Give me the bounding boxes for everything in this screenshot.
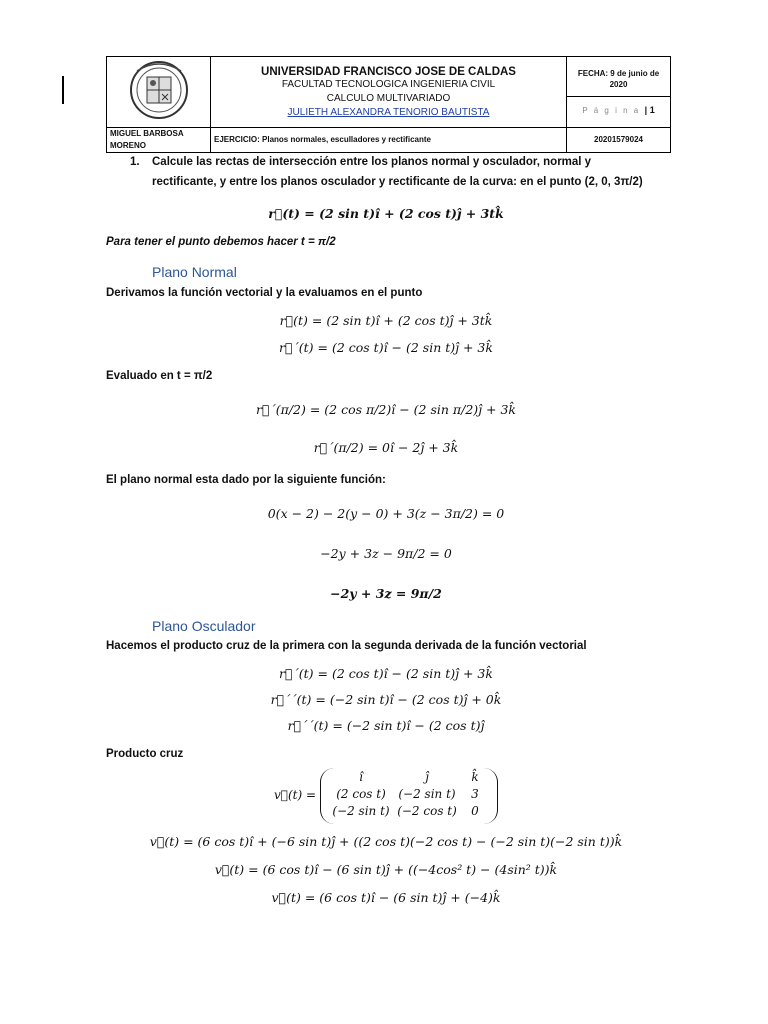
osc-equation-2: r⃗´´(t) = (−2 sin t)î − (2 cos t)ĵ + 0k̂ — [270, 692, 502, 707]
plane-equation-2: −2y + 3z − 9π/2 = 0 — [320, 546, 452, 561]
student-code: 20201579024 — [567, 128, 671, 153]
problem-line-1: Calcule las rectas de intersección entre los planos normal y osculador, normal y — [152, 156, 592, 168]
cross-product-text: Producto cruz — [106, 748, 184, 760]
professor-name: JULIETH ALEXANDRA TENORIO BAUTISTA — [287, 107, 490, 118]
student-name: MIGUEL BARBOSA MORENO — [107, 128, 211, 153]
matrix-cell: ĵ — [425, 770, 429, 784]
matrix-cell: (−2 sin t) — [332, 804, 390, 818]
university-seal-icon — [129, 59, 189, 121]
matrix-cell: (2 cos t) — [336, 787, 386, 801]
date-label: FECHA: 9 de junio de 2020 — [577, 69, 660, 89]
equation-r: r⃗(t) = (2 sin t)î + (2 cos t)ĵ + 3tk̂ — [279, 313, 493, 328]
matrix-cell: î — [359, 770, 363, 784]
document-header-table — [106, 56, 671, 153]
matrix-lhs: v⃗(t) = — [274, 788, 317, 802]
plane-equation-1: 0(x − 2) − 2(y − 0) + 3(z − 3π/2) = 0 — [267, 506, 505, 521]
institution-cell — [211, 57, 567, 128]
university-name: UNIVERSIDAD FRANCISCO JOSE DE CALDAS — [261, 66, 516, 78]
heading-plano-osculador: Plano Osculador — [152, 618, 256, 634]
matrix-cell: k̂ — [471, 770, 479, 784]
plane-equation-3: −2y + 3z = 9π/2 — [330, 586, 442, 601]
problem-number: 1. — [130, 156, 140, 168]
matrix-cell: (−2 sin t) — [398, 787, 456, 801]
equation-evaluated-2: r⃗´(π/2) = 0î − 2ĵ + 3k̂ — [313, 440, 459, 455]
osc-equation-1: r⃗´(t) = (2 cos t)î − (2 sin t)ĵ + 3k̂ — [279, 666, 493, 681]
exercise-title: EJERCICIO: Planos normales, esculladores y rectificante — [211, 128, 567, 153]
osculator-text: Hacemos el producto cruz de la primera con la segunda derivada de la función vectorial — [106, 640, 587, 652]
v-equation-2: v⃗(t) = (6 cos t)î − (6 sin t)ĵ + ((−4cos² t) − (4sin² t))k̂ — [214, 862, 558, 877]
cross-product-matrix — [274, 768, 514, 824]
course-name: CALCULO MULTIVARIADO — [326, 93, 451, 104]
faculty-name: FACULTAD TECNOLOGICA INGENIERIA CIVIL — [281, 79, 496, 90]
matrix-cell: (−2 cos t) — [397, 804, 457, 818]
v-equation-1: v⃗(t) = (6 cos t)î + (−6 sin t)ĵ + ((2 cos t)(−2 cos t) − (−2 sin t)(−2 sin t))k̂ — [149, 834, 623, 849]
equation-r-prime: r⃗´(t) = (2 cos t)î − (2 sin t)ĵ + 3k̂ — [279, 340, 493, 355]
problem-line-2: rectificante, y entre los planos osculador y rectificante de la curva: en el punto (2, 0, 3π/2) — [152, 176, 643, 188]
derive-text: Derivamos la función vectorial y la evaluamos en el punto — [106, 287, 423, 299]
page-label: P á g i n a — [582, 106, 641, 115]
v-equation-3: v⃗(t) = (6 cos t)î − (6 sin t)ĵ + (−4)k̂ — [271, 890, 501, 905]
normal-plane-text: El plano normal esta dado por la siguiente función: — [106, 474, 386, 486]
equation-evaluated-1: r⃗´(π/2) = (2 cos π/2)î − (2 sin π/2)ĵ + 3k̂ — [256, 402, 516, 417]
text-cursor — [62, 76, 64, 104]
logo-cell — [107, 57, 211, 128]
osc-equation-3: r⃗´´(t) = (−2 sin t)î − (2 cos t)ĵ — [287, 718, 485, 733]
matrix-cell: 3 — [471, 787, 479, 801]
curve-equation: r⃗(t) = (2 sin t)î + (2 cos t)ĵ + 3tk̂ — [268, 206, 504, 221]
date-page-cell: FECHA: 9 de junio de 2020 P á g i n a | 1 — [567, 57, 671, 128]
page-number: 1 — [649, 105, 655, 115]
heading-plano-normal: Plano Normal — [152, 264, 237, 280]
point-note: Para tener el punto debemos hacer t = π/2 — [106, 236, 336, 248]
evaluated-text: Evaluado en t = π/2 — [106, 370, 213, 382]
matrix-cell: 0 — [471, 804, 479, 818]
